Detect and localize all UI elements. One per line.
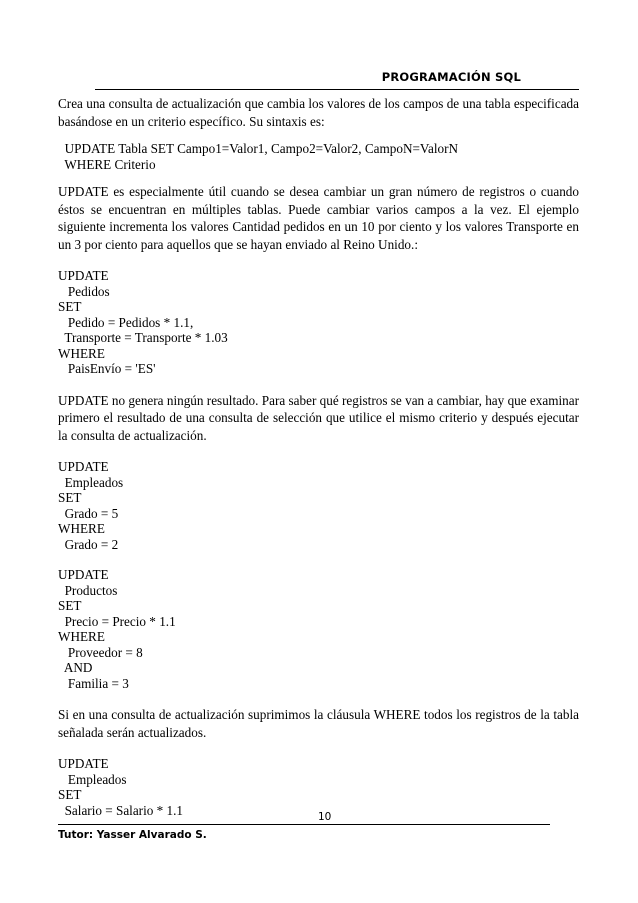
code-line: Grado = 5 — [58, 505, 119, 521]
example-4 — [58, 756, 579, 818]
code-line: Familia = 3 — [58, 675, 129, 691]
page-number: 10 — [318, 811, 332, 823]
code-line: Precio = Precio * 1.1 — [58, 613, 176, 629]
code-line: UPDATE — [58, 756, 109, 771]
code-line: UPDATE — [58, 567, 109, 582]
code-line: UPDATE — [58, 459, 109, 474]
code-line: Pedidos — [58, 283, 110, 299]
syntax-block — [58, 141, 579, 172]
code-line: AND — [58, 660, 93, 675]
paragraph-2: UPDATE es especialmente útil cuando se desea cambiar un gran número de registros o cuando éstos se encuentran en múltiples tablas. Puede cambiar varios campos a la vez. El ejemplo siguiente incrementa los valores Cantidad pedidos en un 10 por ciento y los valores Transporte en un 3 por ciento para aquellos que se hayan enviado al Reino Unido.: — [58, 184, 579, 252]
code-line: Salario = Salario * 1.1 — [58, 802, 184, 818]
header-rule — [95, 89, 579, 90]
code-line: PaisEnvío = 'ES' — [58, 361, 156, 376]
code-line: WHERE — [58, 629, 105, 644]
code-line: Empleados — [58, 474, 124, 490]
code-line: UPDATE Tabla SET Campo1=Valor1, Campo2=Valor2, CampoN=ValorN — [58, 141, 458, 156]
code-line: Pedido = Pedidos * 1.1, — [58, 314, 194, 330]
intro-paragraph: Crea una consulta de actualización que cambia los valores de los campos de una tabla especificada basándose en un criterio específico. Su sintaxis es: — [58, 96, 579, 129]
code-line: SET — [58, 787, 82, 802]
code-line: SET — [58, 490, 82, 505]
code-line: WHERE — [58, 521, 105, 536]
example-1 — [58, 268, 579, 377]
code-line: WHERE — [58, 345, 105, 361]
footer-rule — [58, 824, 550, 825]
code-line: UPDATE — [58, 268, 109, 283]
code-line: SET — [58, 299, 82, 314]
example-3 — [58, 567, 579, 691]
code-line: Grado = 2 — [58, 536, 119, 552]
code-line: SET — [58, 598, 82, 613]
footer-tutor: Tutor: Yasser Alvarado S. — [58, 829, 207, 841]
page-content — [58, 95, 579, 818]
code-line: Transporte = Transporte * 1.03 — [58, 330, 228, 345]
code-line: Empleados — [58, 771, 127, 787]
code-line: Proveedor = 8 — [58, 644, 143, 660]
paragraph-4: Si en una consulta de actualización suprimimos la cláusula WHERE todos los registros de la tabla señalada serán actualizados. — [58, 707, 579, 740]
example-2 — [58, 459, 579, 552]
code-line: Productos — [58, 582, 118, 598]
paragraph-3: UPDATE no genera ningún resultado. Para saber qué registros se van a cambiar, hay que examinar primero el resultado de una consulta de selección que utilice el mismo criterio y después ejecutar la consulta de actualización. — [58, 392, 579, 443]
code-line: WHERE Criterio — [58, 156, 156, 172]
header-title: PROGRAMACIÓN SQL — [381, 70, 521, 84]
